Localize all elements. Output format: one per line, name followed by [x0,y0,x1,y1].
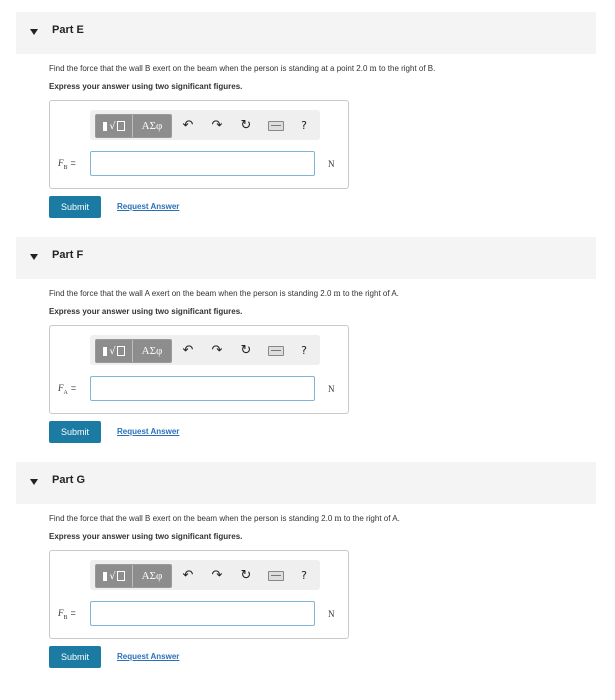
question-text: Find the force that the wall A exert on the beam when the person is standing 2.0 m to the right of A. [49,288,399,298]
redo-icon[interactable]: ↷ [211,567,223,583]
caret-down-icon[interactable] [30,254,38,260]
redo-icon[interactable]: ↷ [211,342,223,358]
math-toolbar [90,560,320,590]
answer-input[interactable] [90,376,315,401]
keyboard-icon[interactable] [268,571,284,581]
keyboard-icon[interactable] [268,121,284,131]
request-answer-link[interactable]: Request Answer [117,652,180,661]
answer-box [49,325,349,414]
part-header[interactable] [16,12,596,54]
submit-button[interactable]: Submit [49,196,101,218]
question-text: Find the force that the wall B exert on the beam when the person is standing 2.0 m to the right of A. [49,513,400,523]
unit-label: N [328,159,335,169]
part-title: Part E [52,24,84,36]
undo-icon[interactable]: ↶ [182,567,194,583]
template-button-group [95,564,172,588]
unit-label: N [328,384,335,394]
math-toolbar [90,110,320,140]
reset-icon[interactable]: ↻ [240,342,252,358]
undo-icon[interactable]: ↶ [182,342,194,358]
variable-label: $F_B$ = [58,608,76,621]
matrix-radical-button[interactable]: √ [96,340,133,362]
matrix-radical-button[interactable]: √ [96,115,133,137]
greek-symbols-button[interactable]: ΑΣφ [141,120,163,132]
part-e-section [0,0,615,225]
answer-box [49,550,349,639]
undo-icon[interactable]: ↶ [182,117,194,133]
caret-down-icon[interactable] [30,29,38,35]
variable-label: $F_B$ = [58,158,76,171]
submit-button[interactable]: Submit [49,646,101,668]
part-header[interactable] [16,237,596,279]
math-toolbar [90,335,320,365]
question-text: Find the force that the wall B exert on the beam when the person is standing at a point 2.0 m to the right of B. [49,63,436,73]
request-answer-link[interactable]: Request Answer [117,427,180,436]
part-title: Part G [52,474,86,486]
answer-input[interactable] [90,601,315,626]
part-header[interactable] [16,462,596,504]
reset-icon[interactable]: ↻ [240,567,252,583]
help-icon[interactable]: ? [301,568,307,582]
matrix-radical-button[interactable]: √ [96,565,133,587]
instruction-text: Express your answer using two significant figures. [49,307,243,316]
reset-icon[interactable]: ↻ [240,117,252,133]
part-g-section [0,450,615,675]
help-icon[interactable]: ? [301,343,307,357]
caret-down-icon[interactable] [30,479,38,485]
part-title: Part F [52,249,84,261]
instruction-text: Express your answer using two significant figures. [49,532,243,541]
greek-symbols-button[interactable]: ΑΣφ [141,570,163,582]
unit-label: N [328,609,335,619]
help-icon[interactable]: ? [301,118,307,132]
answer-box [49,100,349,189]
keyboard-icon[interactable] [268,346,284,356]
answer-input[interactable] [90,151,315,176]
template-button-group [95,114,172,138]
request-answer-link[interactable]: Request Answer [117,202,180,211]
instruction-text: Express your answer using two significant figures. [49,82,243,91]
variable-label: $F_A$ = [58,383,77,396]
template-button-group [95,339,172,363]
submit-button[interactable]: Submit [49,421,101,443]
part-f-section [0,225,615,450]
greek-symbols-button[interactable]: ΑΣφ [141,345,163,357]
redo-icon[interactable]: ↷ [211,117,223,133]
